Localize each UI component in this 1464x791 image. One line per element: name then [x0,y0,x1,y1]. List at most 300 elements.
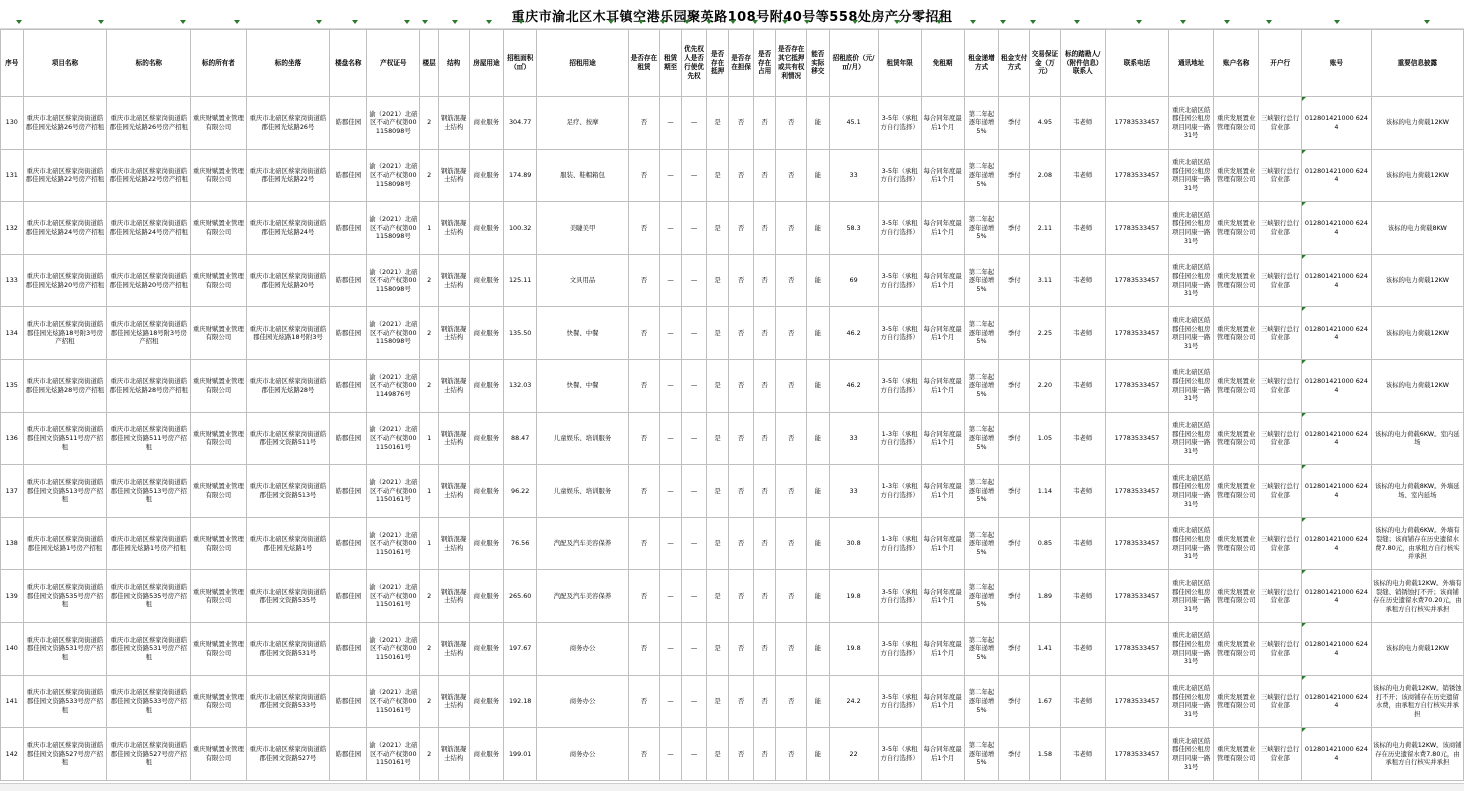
table-cell[interactable]: 重庆发展置业管理有限公司 [1214,202,1259,255]
filter-dropdown-icon[interactable] [1266,20,1272,24]
table-cell[interactable]: 皓郡佳园 [330,675,367,728]
table-cell[interactable]: 否 [629,570,660,623]
table-cell[interactable]: 第二年起逐年递增5% [964,412,999,465]
table-cell[interactable]: 皓郡佳园 [330,465,367,518]
table-cell[interactable]: 重庆市北碚区蔡家岗街道皓郡佳园文资路533号 [246,675,330,728]
table-cell[interactable]: 该标的电力荷载12KW。该商铺存在历史遗留水费7.80元，由承租方自行核实并承担 [1371,728,1463,781]
table-cell[interactable]: 17783533457 [1105,149,1168,202]
table-cell[interactable]: 该标的电力荷载12KW [1371,622,1463,675]
table-cell[interactable]: 17783533457 [1105,359,1168,412]
table-cell[interactable]: — [682,202,707,255]
table-cell[interactable]: 三峡银行总行营业部 [1259,254,1302,307]
table-cell[interactable]: 能 [807,202,830,255]
filter-dropdown-icon[interactable] [1424,20,1430,24]
table-cell[interactable]: 第二年起逐年递增5% [964,622,999,675]
table-cell[interactable]: 45.1 [829,97,878,150]
table-cell[interactable]: 商务办公 [537,728,629,781]
table-cell[interactable]: 重庆市北碚区蔡家岗街道皓郡佳园文资路535号房产招租 [23,570,107,623]
table-cell[interactable]: — [659,622,682,675]
table-cell[interactable]: 96.22 [504,465,537,518]
column-header[interactable]: 楼层 [420,30,438,97]
table-cell[interactable]: 商务办公 [537,622,629,675]
table-cell[interactable]: 重庆北碚区皓郡佳园公租房项目同康一路31号 [1169,728,1214,781]
table-cell[interactable]: 174.89 [504,149,537,202]
table-cell[interactable]: 第二年起逐年递增5% [964,675,999,728]
table-cell[interactable]: 快餐、中餐 [537,307,629,360]
table-cell[interactable]: 重庆北碚区皓郡佳园公租房项目同康一路31号 [1169,465,1214,518]
table-cell[interactable]: 第二年起逐年递增5% [964,570,999,623]
table-cell[interactable]: 否 [753,359,776,412]
table-cell[interactable]: 钢筋混凝土结构 [438,728,469,781]
table-cell[interactable]: 皓郡佳园 [330,570,367,623]
table-cell[interactable]: 1.58 [1030,728,1061,781]
filter-dropdown-icon[interactable] [1136,20,1142,24]
table-cell[interactable]: 能 [807,622,830,675]
table-cell[interactable]: 17783533457 [1105,570,1168,623]
table-cell[interactable]: 否 [629,517,660,570]
table-cell[interactable]: 渝（2021）北碚区不动产权第001150161号 [367,412,420,465]
table-cell[interactable]: 是 [706,517,729,570]
table-cell[interactable]: 第二年起逐年递增5% [964,465,999,518]
table-cell[interactable]: 否 [729,517,754,570]
table-cell[interactable]: 88.47 [504,412,537,465]
table-cell[interactable]: 58.3 [829,202,878,255]
table-cell[interactable]: 能 [807,517,830,570]
table-cell[interactable]: 季付 [999,307,1030,360]
table-cell[interactable]: 2 [420,675,438,728]
table-cell[interactable]: — [659,97,682,150]
table-cell[interactable]: 否 [753,728,776,781]
table-cell[interactable]: 商业服务 [469,412,504,465]
column-header[interactable]: 联系电话 [1105,30,1168,97]
table-cell[interactable]: 重庆北碚区皓郡佳园公租房项目同康一路31号 [1169,517,1214,570]
table-cell[interactable]: 重庆发展置业管理有限公司 [1214,359,1259,412]
table-cell[interactable]: 012801421000 6244 [1302,517,1372,570]
table-cell[interactable]: 012801421000 6244 [1302,465,1372,518]
table-cell[interactable]: 重庆财赋置业管理有限公司 [191,359,246,412]
table-cell[interactable]: 136 [1,412,24,465]
table-cell[interactable]: 重庆财赋置业管理有限公司 [191,622,246,675]
table-cell[interactable]: 三峡银行总行营业部 [1259,359,1302,412]
table-cell[interactable]: 重庆北碚区皓郡佳园公租房项目同康一路31号 [1169,412,1214,465]
table-cell[interactable]: 是 [706,97,729,150]
table-cell[interactable]: 重庆北碚区皓郡佳园公租房项目同康一路31号 [1169,149,1214,202]
table-cell[interactable]: 否 [776,728,807,781]
table-cell[interactable]: 第二年起逐年递增5% [964,97,999,150]
table-cell[interactable]: — [659,254,682,307]
table-cell[interactable]: 每合同年度最后1个月 [921,675,964,728]
table-cell[interactable]: 重庆市北碚区蔡家岗街道皓郡佳园文资路531号 [246,622,330,675]
table-cell[interactable]: 该标的电力荷载12KW [1371,359,1463,412]
table-cell[interactable]: 否 [729,622,754,675]
table-cell[interactable]: 重庆市北碚区蔡家岗街道皓郡佳园光炫路20号房产招租 [107,254,191,307]
table-cell[interactable]: 否 [753,465,776,518]
table-cell[interactable]: 渝（2021）北碚区不动产权第001158098号 [367,307,420,360]
table-cell[interactable]: 否 [629,307,660,360]
table-cell[interactable]: — [659,570,682,623]
filter-dropdown-icon[interactable] [422,20,428,24]
table-cell[interactable]: 重庆北碚区皓郡佳园公租房项目同康一路31号 [1169,622,1214,675]
table-cell[interactable]: 该标的电力荷载12KW。销锈蚀打不开；该商铺存在历史遗留水费，由承租方自行核实并承担 [1371,675,1463,728]
table-cell[interactable]: 商业服务 [469,517,504,570]
table-cell[interactable]: 每合同年度最后1个月 [921,622,964,675]
table-cell[interactable]: 重庆财赋置业管理有限公司 [191,570,246,623]
table-cell[interactable]: 第二年起逐年递增5% [964,202,999,255]
table-cell[interactable]: 儿童娱乐、培训服务 [537,465,629,518]
table-cell[interactable]: 钢筋混凝土结构 [438,622,469,675]
table-cell[interactable]: 商业服务 [469,728,504,781]
table-cell[interactable]: 三峡银行总行营业部 [1259,675,1302,728]
table-cell[interactable]: 皓郡佳园 [330,307,367,360]
table-cell[interactable]: 012801421000 6244 [1302,570,1372,623]
table-cell[interactable]: 17783533457 [1105,728,1168,781]
table-cell[interactable]: 每合同年度最后1个月 [921,202,964,255]
table-cell[interactable]: 否 [776,517,807,570]
table-cell[interactable]: 重庆财赋置业管理有限公司 [191,254,246,307]
table-cell[interactable]: 渝（2021）北碚区不动产权第001150161号 [367,465,420,518]
table-cell[interactable]: 134 [1,307,24,360]
table-cell[interactable]: 否 [776,675,807,728]
table-cell[interactable]: — [682,517,707,570]
table-cell[interactable]: 第二年起逐年递增5% [964,728,999,781]
table-cell[interactable]: 重庆市北碚区蔡家岗街道皓郡佳园文资路511号 [246,412,330,465]
table-cell[interactable]: 韦老师 [1060,570,1105,623]
filter-dropdown-icon[interactable] [1074,20,1080,24]
table-cell[interactable]: 17783533457 [1105,517,1168,570]
table-cell[interactable]: 重庆发展置业管理有限公司 [1214,622,1259,675]
table-cell[interactable]: 否 [629,675,660,728]
table-cell[interactable]: 否 [753,97,776,150]
table-cell[interactable]: — [682,622,707,675]
table-cell[interactable]: 皓郡佳园 [330,359,367,412]
table-cell[interactable]: 33 [829,465,878,518]
table-cell[interactable]: 汽配及汽车美容保养 [537,570,629,623]
filter-dropdown-icon[interactable] [638,20,644,24]
table-cell[interactable]: 17783533457 [1105,254,1168,307]
table-cell[interactable]: 重庆北碚区皓郡佳园公租房项目同康一路31号 [1169,254,1214,307]
table-cell[interactable]: 否 [729,254,754,307]
table-cell[interactable]: 重庆市北碚区蔡家岗街道皓郡佳园光炫路26号房产招租 [107,97,191,150]
table-cell[interactable]: 重庆发展置业管理有限公司 [1214,675,1259,728]
table-cell[interactable]: — [682,307,707,360]
table-cell[interactable]: 足疗、按摩 [537,97,629,150]
table-cell[interactable]: 2 [420,728,438,781]
table-cell[interactable]: 133 [1,254,24,307]
table-cell[interactable]: 否 [776,412,807,465]
filter-dropdown-icon[interactable] [98,20,104,24]
table-cell[interactable]: 重庆市北碚区蔡家岗街道皓郡佳园文资路527号房产招租 [23,728,107,781]
table-cell[interactable]: 3-5年（承租方自行选择） [878,307,921,360]
table-cell[interactable]: 皓郡佳园 [330,412,367,465]
table-cell[interactable]: 46.2 [829,359,878,412]
table-cell[interactable]: 三峡银行总行营业部 [1259,570,1302,623]
table-cell[interactable]: 17783533457 [1105,412,1168,465]
table-cell[interactable]: — [682,254,707,307]
table-cell[interactable]: 1.14 [1030,465,1061,518]
column-header[interactable]: 招租面积（㎡） [504,30,537,97]
table-cell[interactable]: 渝（2021）北碚区不动产权第001150161号 [367,570,420,623]
table-cell[interactable]: 能 [807,97,830,150]
table-cell[interactable]: 否 [753,254,776,307]
filter-dropdown-icon[interactable] [518,20,524,24]
table-cell[interactable]: 季付 [999,517,1030,570]
filter-dropdown-icon[interactable] [16,20,22,24]
table-cell[interactable]: 24.2 [829,675,878,728]
column-header[interactable]: 账户名称 [1214,30,1259,97]
table-cell[interactable]: 重庆市北碚区蔡家岗街道皓郡佳园文资路527号房产招租 [107,728,191,781]
table-cell[interactable]: — [682,570,707,623]
column-header[interactable]: 标的坐落 [246,30,330,97]
filter-dropdown-icon[interactable] [752,20,758,24]
table-cell[interactable]: 否 [629,202,660,255]
table-cell[interactable]: 季付 [999,622,1030,675]
table-cell[interactable]: 012801421000 6244 [1302,622,1372,675]
table-cell[interactable]: 渝（2021）北碚区不动产权第001150161号 [367,517,420,570]
table-cell[interactable]: 1.89 [1030,570,1061,623]
table-cell[interactable]: — [682,465,707,518]
table-cell[interactable]: 重庆市北碚区蔡家岗街道皓郡佳园文资路527号 [246,728,330,781]
table-cell[interactable]: 服装、鞋帽箱包 [537,149,629,202]
table-cell[interactable]: 三峡银行总行营业部 [1259,728,1302,781]
table-cell[interactable]: 重庆市北碚区蔡家岗街道皓郡佳园文资路513号 [246,465,330,518]
table-cell[interactable]: 儿童娱乐、培训服务 [537,412,629,465]
filter-dropdown-icon[interactable] [1224,20,1230,24]
filter-dropdown-icon[interactable] [452,20,458,24]
column-header[interactable]: 租金递增方式 [964,30,999,97]
table-cell[interactable]: 重庆发展置业管理有限公司 [1214,149,1259,202]
table-cell[interactable]: 否 [729,570,754,623]
table-cell[interactable]: 能 [807,728,830,781]
table-cell[interactable]: 否 [729,149,754,202]
table-cell[interactable]: 140 [1,622,24,675]
column-header[interactable]: 能否实际移交 [807,30,830,97]
table-cell[interactable]: 第二年起逐年递增5% [964,359,999,412]
table-cell[interactable]: 重庆市北碚区蔡家岗街道皓郡佳园光炫路24号房产招租 [23,202,107,255]
table-cell[interactable]: 1-3年（承租方自行选择） [878,517,921,570]
table-cell[interactable]: — [659,675,682,728]
table-cell[interactable]: 钢筋混凝土结构 [438,202,469,255]
table-cell[interactable]: 1 [420,517,438,570]
table-cell[interactable]: 每合同年度最后1个月 [921,149,964,202]
filter-dropdown-icon[interactable] [706,20,712,24]
table-cell[interactable]: 每合同年度最后1个月 [921,307,964,360]
filter-dropdown-icon[interactable] [936,20,942,24]
table-cell[interactable]: 否 [729,728,754,781]
table-cell[interactable]: 197.67 [504,622,537,675]
column-header[interactable]: 交易保证金（万元） [1030,30,1061,97]
table-cell[interactable]: 33 [829,149,878,202]
table-cell[interactable]: 重庆市北碚区蔡家岗街道皓郡佳园光炫路1号 [246,517,330,570]
table-cell[interactable]: 否 [729,465,754,518]
table-cell[interactable]: 该标的电力荷载12KW [1371,254,1463,307]
table-cell[interactable]: — [659,517,682,570]
table-cell[interactable]: 138 [1,517,24,570]
table-cell[interactable]: 130 [1,97,24,150]
table-cell[interactable]: 否 [629,412,660,465]
table-cell[interactable]: — [659,307,682,360]
column-header[interactable]: 是否存在其它抵押或共有权利情况 [776,30,807,97]
table-cell[interactable]: 季付 [999,149,1030,202]
table-cell[interactable]: 304.77 [504,97,537,150]
table-cell[interactable]: 1-3年（承租方自行选择） [878,465,921,518]
table-cell[interactable]: 该标的电力荷载12KW [1371,307,1463,360]
column-header[interactable]: 标的名称 [107,30,191,97]
column-header[interactable]: 租金支付方式 [999,30,1030,97]
table-cell[interactable]: 能 [807,412,830,465]
table-cell[interactable]: 韦老师 [1060,465,1105,518]
table-cell[interactable]: 0.85 [1030,517,1061,570]
table-cell[interactable]: 2.11 [1030,202,1061,255]
table-cell[interactable]: 重庆市北碚区蔡家岗街道皓郡佳园文资路513号房产招租 [23,465,107,518]
table-cell[interactable]: 三峡银行总行营业部 [1259,412,1302,465]
table-cell[interactable]: 192.18 [504,675,537,728]
table-cell[interactable]: 重庆发展置业管理有限公司 [1214,517,1259,570]
table-cell[interactable]: 重庆财赋置业管理有限公司 [191,97,246,150]
table-cell[interactable]: 137 [1,465,24,518]
filter-dropdown-icon[interactable] [782,20,788,24]
table-cell[interactable]: 是 [706,149,729,202]
table-cell[interactable]: 第二年起逐年递增5% [964,149,999,202]
table-cell[interactable]: 否 [729,202,754,255]
table-cell[interactable]: 3-5年（承租方自行选择） [878,202,921,255]
table-cell[interactable]: 是 [706,728,729,781]
table-cell[interactable]: 2 [420,307,438,360]
column-header[interactable]: 楼盘名称 [330,30,367,97]
table-cell[interactable]: 否 [776,97,807,150]
table-cell[interactable]: 重庆发展置业管理有限公司 [1214,254,1259,307]
table-cell[interactable]: 135.50 [504,307,537,360]
table-cell[interactable]: 韦老师 [1060,622,1105,675]
table-cell[interactable]: 商业服务 [469,359,504,412]
table-cell[interactable]: 三峡银行总行营业部 [1259,97,1302,150]
table-cell[interactable]: 重庆北碚区皓郡佳园公租房项目同康一路31号 [1169,570,1214,623]
table-cell[interactable]: 1 [420,465,438,518]
table-cell[interactable]: 该标的电力荷载12KW [1371,149,1463,202]
table-cell[interactable]: 重庆市北碚区蔡家岗街道皓郡佳园光炫路18号附3号房产招租 [107,307,191,360]
table-cell[interactable]: 重庆财赋置业管理有限公司 [191,728,246,781]
table-cell[interactable]: 17783533457 [1105,675,1168,728]
table-cell[interactable]: 否 [776,149,807,202]
table-cell[interactable]: 012801421000 6244 [1302,307,1372,360]
table-cell[interactable]: 012801421000 6244 [1302,202,1372,255]
table-cell[interactable]: — [682,97,707,150]
table-cell[interactable]: 重庆北碚区皓郡佳园公租房项目同康一路31号 [1169,202,1214,255]
table-cell[interactable]: 钢筋混凝土结构 [438,465,469,518]
table-cell[interactable]: 2 [420,570,438,623]
table-cell[interactable]: 皓郡佳园 [330,622,367,675]
table-cell[interactable]: 皓郡佳园 [330,97,367,150]
table-cell[interactable]: 重庆市北碚区蔡家岗街道皓郡佳园文资路511号房产招租 [23,412,107,465]
table-cell[interactable]: 三峡银行总行营业部 [1259,149,1302,202]
table-cell[interactable]: 商业服务 [469,149,504,202]
table-cell[interactable]: 能 [807,465,830,518]
table-cell[interactable]: 第二年起逐年递增5% [964,517,999,570]
column-header[interactable]: 招租用途 [537,30,629,97]
table-cell[interactable]: 商业服务 [469,254,504,307]
table-cell[interactable]: 每合同年度最后1个月 [921,254,964,307]
table-cell[interactable]: 韦老师 [1060,517,1105,570]
table-cell[interactable]: 季付 [999,570,1030,623]
table-cell[interactable]: 否 [753,517,776,570]
filter-dropdown-icon[interactable] [1334,20,1340,24]
table-cell[interactable]: 钢筋混凝土结构 [438,359,469,412]
table-cell[interactable]: 韦老师 [1060,359,1105,412]
table-cell[interactable]: 季付 [999,202,1030,255]
column-header[interactable]: 房屋用途 [469,30,504,97]
table-cell[interactable]: 是 [706,412,729,465]
table-cell[interactable]: 否 [629,465,660,518]
table-cell[interactable]: 皓郡佳园 [330,517,367,570]
table-cell[interactable]: — [682,412,707,465]
table-cell[interactable]: 钢筋混凝土结构 [438,570,469,623]
table-cell[interactable]: 重庆市北碚区蔡家岗街道皓郡佳园光炫路18号附3号 [246,307,330,360]
table-cell[interactable]: 每合同年度最后1个月 [921,570,964,623]
table-cell[interactable]: 文具用品 [537,254,629,307]
table-cell[interactable]: 重庆财赋置业管理有限公司 [191,517,246,570]
table-cell[interactable]: 三峡银行总行营业部 [1259,202,1302,255]
filter-dropdown-icon[interactable] [1180,20,1186,24]
table-cell[interactable]: 重庆市北碚区蔡家岗街道皓郡佳园光炫路22号 [246,149,330,202]
table-cell[interactable]: — [682,675,707,728]
table-cell[interactable]: 否 [753,675,776,728]
table-cell[interactable]: 每合同年度最后1个月 [921,359,964,412]
table-cell[interactable]: 钢筋混凝土结构 [438,254,469,307]
table-cell[interactable]: 重庆市北碚区蔡家岗街道皓郡佳园文资路531号房产招租 [23,622,107,675]
table-cell[interactable]: 重庆市北碚区蔡家岗街道皓郡佳园文资路513号房产招租 [107,465,191,518]
table-cell[interactable]: 重庆财赋置业管理有限公司 [191,202,246,255]
table-cell[interactable]: 30.8 [829,517,878,570]
table-cell[interactable]: 19.8 [829,622,878,675]
table-cell[interactable]: 012801421000 6244 [1302,254,1372,307]
table-cell[interactable]: 重庆市北碚区蔡家岗街道皓郡佳园文资路535号房产招租 [107,570,191,623]
table-cell[interactable]: 是 [706,675,729,728]
table-cell[interactable]: 012801421000 6244 [1302,359,1372,412]
table-cell[interactable]: 100.32 [504,202,537,255]
table-cell[interactable]: 199.01 [504,728,537,781]
table-cell[interactable]: 该标的电力荷载12KW。外墙有裂缝、销锈蚀打不开；该商铺存在历史遗留水费70.20元，由承租方自行核实并承担 [1371,570,1463,623]
table-cell[interactable]: 该标的电力荷载12KW [1371,97,1463,150]
table-cell[interactable]: 是 [706,202,729,255]
table-cell[interactable]: 每合同年度最后1个月 [921,412,964,465]
table-cell[interactable]: 该标的电力荷载6KW。室内延场 [1371,412,1463,465]
table-cell[interactable]: 3-5年（承租方自行选择） [878,622,921,675]
table-cell[interactable]: 否 [729,675,754,728]
table-cell[interactable]: 韦老师 [1060,728,1105,781]
table-cell[interactable]: 韦老师 [1060,202,1105,255]
table-cell[interactable]: 重庆发展置业管理有限公司 [1214,307,1259,360]
column-header[interactable]: 通讯地址 [1169,30,1214,97]
table-cell[interactable]: — [682,728,707,781]
table-cell[interactable]: 2 [420,254,438,307]
filter-dropdown-icon[interactable] [486,20,492,24]
table-cell[interactable]: 142 [1,728,24,781]
table-cell[interactable]: 重庆市北碚区蔡家岗街道皓郡佳园光炫路28号 [246,359,330,412]
table-cell[interactable]: — [659,412,682,465]
table-cell[interactable]: 重庆市北碚区蔡家岗街道皓郡佳园文资路533号房产招租 [23,675,107,728]
table-cell[interactable]: 3-5年（承租方自行选择） [878,570,921,623]
table-cell[interactable]: 能 [807,254,830,307]
table-cell[interactable]: 渝（2021）北碚区不动产权第001150161号 [367,675,420,728]
table-cell[interactable]: 三峡银行总行营业部 [1259,307,1302,360]
table-cell[interactable]: 商务办公 [537,675,629,728]
table-cell[interactable]: 商业服务 [469,570,504,623]
table-cell[interactable]: 否 [753,622,776,675]
column-header[interactable]: 产权证号 [367,30,420,97]
table-cell[interactable]: 012801421000 6244 [1302,675,1372,728]
table-cell[interactable]: 否 [629,149,660,202]
filter-dropdown-icon[interactable] [684,20,690,24]
table-cell[interactable]: — [659,202,682,255]
